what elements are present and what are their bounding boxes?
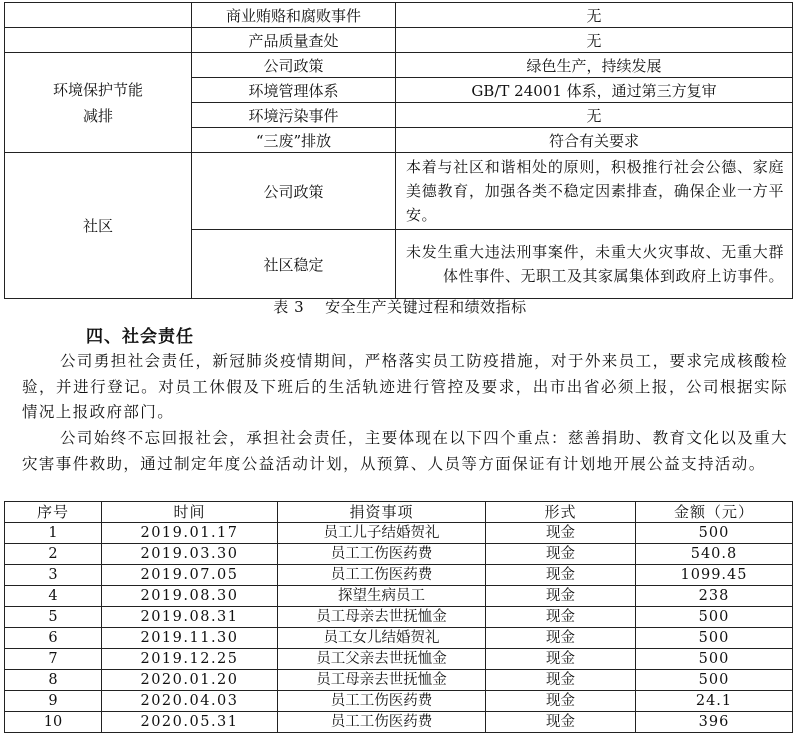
header-item: 捐资事项 xyxy=(278,502,486,523)
env-group-label xyxy=(5,53,192,153)
date-cell: 2019.07.05 xyxy=(102,565,278,586)
item-cell: 商业贿赂和腐败事件 xyxy=(192,3,396,28)
amount-cell: 540.8 xyxy=(636,544,793,565)
item-cell: 员工工伤医药费 xyxy=(278,544,486,565)
table-row xyxy=(5,28,793,53)
item-cell: 员工工伤医药费 xyxy=(278,691,486,712)
form-cell: 现金 xyxy=(486,691,636,712)
paragraph-charity: 公司始终不忘回报社会，承担社会责任，主要体现在以下四个重点：慈善捐助、教育文化以及重大灾害事件救助，通过制定年度公益活动计划，从预算、人员等方面保证有计划地开展公益支持活动。 xyxy=(22,429,788,473)
form-cell: 现金 xyxy=(486,628,636,649)
date-cell: 2019.01.17 xyxy=(102,523,278,544)
value-cell: 无 xyxy=(396,103,793,128)
seq-cell: 6 xyxy=(5,628,102,649)
item-cell: 员工女儿结婚贺礼 xyxy=(278,628,486,649)
item-cell: 员工父亲去世抚恤金 xyxy=(278,649,486,670)
date-cell: 2020.05.31 xyxy=(102,712,278,733)
section-heading: 四、社会责任 xyxy=(86,327,194,347)
item-cell: 环境污染事件 xyxy=(192,103,396,128)
item-cell: 社区稳定 xyxy=(192,230,396,299)
table-row xyxy=(5,523,793,544)
item-cell: 员工儿子结婚贺礼 xyxy=(278,523,486,544)
form-cell: 现金 xyxy=(486,649,636,670)
date-cell: 2020.04.03 xyxy=(102,691,278,712)
amount-cell: 500 xyxy=(636,607,793,628)
date-cell: 2019.03.30 xyxy=(102,544,278,565)
form-cell: 现金 xyxy=(486,586,636,607)
empty-cell xyxy=(5,3,192,28)
seq-cell: 1 xyxy=(5,523,102,544)
table-row xyxy=(5,649,793,670)
paragraph-epidemic: 公司勇担社会责任，新冠肺炎疫情期间，严格落实员工防疫措施，对于外来员工，要求完成核酸检验，并进行登记。对员工休假及下班后的生活轨迹进行管控及要求，出市出省必须上报，公司根据实际情况上报政府部门。 xyxy=(22,352,788,421)
donation-table xyxy=(4,501,793,733)
value-cell: 无 xyxy=(396,28,793,53)
seq-cell: 3 xyxy=(5,565,102,586)
community-stability-text: 未发生重大违法刑事案件，未重大火灾事故、无重大群体性事件、无职工及其家属集体到政府上访事件。 xyxy=(396,230,793,299)
table-row xyxy=(5,53,793,78)
item-cell: 员工工伤医药费 xyxy=(278,712,486,733)
table-row xyxy=(5,565,793,586)
header-seq: 序号 xyxy=(5,502,102,523)
table-row xyxy=(5,586,793,607)
performance-table xyxy=(4,2,793,299)
form-cell: 现金 xyxy=(486,523,636,544)
header-date: 时间 xyxy=(102,502,278,523)
table-row xyxy=(5,153,793,230)
table-row xyxy=(5,691,793,712)
table-caption: 表 3 安全生产关键过程和绩效指标 xyxy=(273,298,527,316)
table-header-row xyxy=(5,502,793,523)
table-row xyxy=(5,3,793,28)
env-group-label-line1: 环境保护节能 xyxy=(52,80,143,99)
table-row xyxy=(5,544,793,565)
item-cell: 员工母亲去世抚恤金 xyxy=(278,607,486,628)
seq-cell: 10 xyxy=(5,712,102,733)
form-cell: 现金 xyxy=(486,712,636,733)
form-cell: 现金 xyxy=(486,544,636,565)
form-cell: 现金 xyxy=(486,607,636,628)
table-row xyxy=(5,670,793,691)
seq-cell: 4 xyxy=(5,586,102,607)
amount-cell: 500 xyxy=(636,628,793,649)
item-cell: 公司政策 xyxy=(192,53,396,78)
seq-cell: 5 xyxy=(5,607,102,628)
seq-cell: 8 xyxy=(5,670,102,691)
community-policy-text: 本着与社区和谐相处的原则，积极推行社会公德、家庭美德教育，加强各类不稳定因素排查，确保企业一方平安。 xyxy=(396,153,793,230)
amount-cell: 500 xyxy=(636,523,793,544)
item-cell: 产品质量查处 xyxy=(192,28,396,53)
item-cell: 公司政策 xyxy=(192,153,396,230)
value-cell: 无 xyxy=(396,3,793,28)
item-cell: “三废”排放 xyxy=(192,128,396,153)
value-cell: 符合有关要求 xyxy=(396,128,793,153)
date-cell: 2019.11.30 xyxy=(102,628,278,649)
amount-cell: 500 xyxy=(636,649,793,670)
date-cell: 2020.01.20 xyxy=(102,670,278,691)
form-cell: 现金 xyxy=(486,565,636,586)
community-group-label: 社区 xyxy=(5,153,192,299)
item-cell: 探望生病员工 xyxy=(278,586,486,607)
date-cell: 2019.08.30 xyxy=(102,586,278,607)
empty-cell xyxy=(5,28,192,53)
table-row xyxy=(5,607,793,628)
amount-cell: 500 xyxy=(636,670,793,691)
amount-cell: 238 xyxy=(636,586,793,607)
date-cell: 2019.08.31 xyxy=(102,607,278,628)
header-amount: 金额（元） xyxy=(636,502,793,523)
amount-cell: 1099.45 xyxy=(636,565,793,586)
item-cell: 员工工伤医药费 xyxy=(278,565,486,586)
value-cell: GB/T 24001 体系，通过第三方复审 xyxy=(396,78,793,103)
form-cell: 现金 xyxy=(486,670,636,691)
seq-cell: 7 xyxy=(5,649,102,670)
header-form: 形式 xyxy=(486,502,636,523)
item-cell: 环境管理体系 xyxy=(192,78,396,103)
env-group-label-line2: 减排 xyxy=(82,106,113,125)
table-row xyxy=(5,628,793,649)
amount-cell: 24.1 xyxy=(636,691,793,712)
seq-cell: 2 xyxy=(5,544,102,565)
amount-cell: 396 xyxy=(636,712,793,733)
item-cell: 员工母亲去世抚恤金 xyxy=(278,670,486,691)
date-cell: 2019.12.25 xyxy=(102,649,278,670)
value-cell: 绿色生产，持续发展 xyxy=(396,53,793,78)
seq-cell: 9 xyxy=(5,691,102,712)
table-row xyxy=(5,712,793,733)
